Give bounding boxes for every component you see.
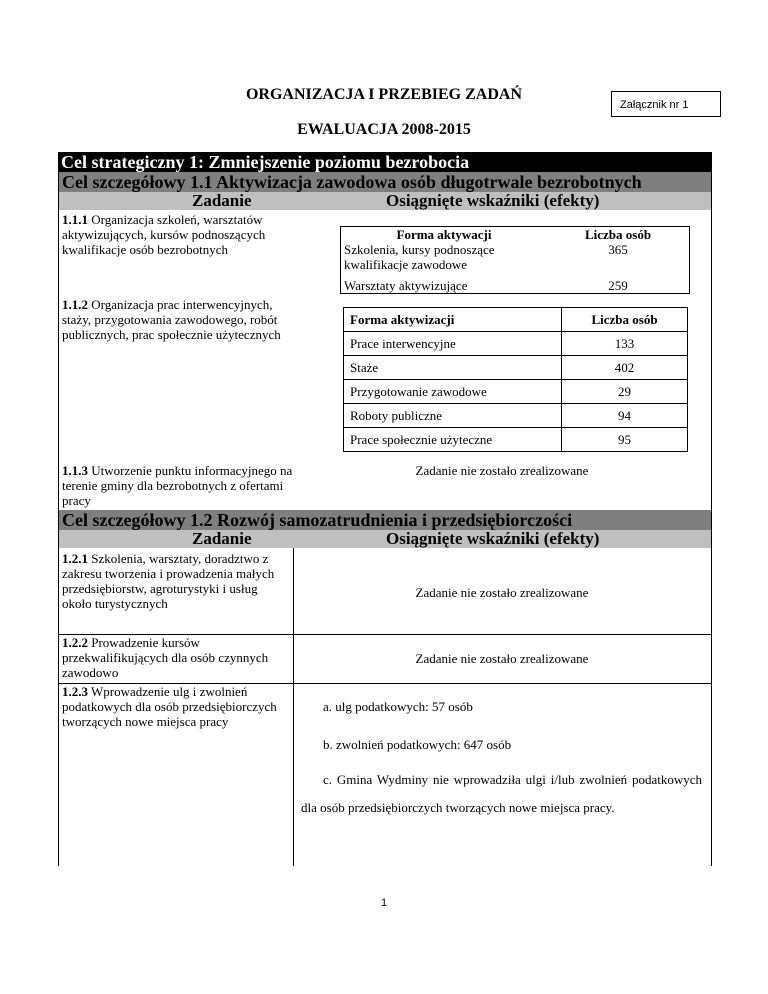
task-1-1-3 bbox=[62, 463, 294, 508]
table-cell: 94 bbox=[562, 404, 688, 428]
table-row bbox=[344, 404, 688, 428]
attachment-label: Załącznik nr 1 bbox=[611, 91, 721, 117]
task-text: Utworzenie punktu informacyjnego na terenie gminy dla bezrobotnych z ofertami pracy bbox=[62, 463, 293, 508]
table2-right-border bbox=[711, 548, 712, 866]
section1-header-row bbox=[58, 192, 712, 210]
table-cell: Przygotowanie zawodowe bbox=[344, 380, 562, 404]
table-cell: Staże bbox=[344, 356, 562, 380]
table-cell: 29 bbox=[562, 380, 688, 404]
task-1-2-3 bbox=[62, 684, 290, 729]
table-row bbox=[341, 272, 690, 294]
strategic-goal-band: Cel strategiczny 1: Zmniejszenie poziomu bezrobocia bbox=[58, 152, 712, 172]
task-1-2-1 bbox=[62, 551, 290, 611]
no-relief-note: c. Gmina Wydminy nie wprowadziła ulgi i/lub zwolnień podatkowych dla osób przedsiębiorczych tworzących nowe miejsca pracy. bbox=[301, 772, 702, 815]
column-header-task: Zadanie bbox=[192, 191, 252, 210]
table-cell: 365 bbox=[608, 242, 628, 257]
task-text: Wprowadzenie ulg i zwolnień podatkowych dla osób przedsiębiorczych tworzących nowe miejsca pracy bbox=[62, 684, 277, 729]
table-row bbox=[344, 332, 688, 356]
column-header-effects-2: Osiągnięte wskaźniki (efekty) bbox=[386, 529, 600, 548]
task-number: 1.2.1 bbox=[62, 551, 88, 566]
task-number: 1.1.1 bbox=[62, 212, 88, 227]
task-number: 1.2.2 bbox=[62, 635, 88, 650]
table-header-count: Liczba osób bbox=[562, 308, 688, 332]
table-cell: 95 bbox=[562, 428, 688, 452]
section2-header-row bbox=[58, 530, 712, 548]
table2-left-border bbox=[58, 548, 59, 866]
page-subtitle: EWALUACJA 2008-2015 bbox=[297, 121, 471, 138]
table-cell: Prace społecznie użyteczne bbox=[344, 428, 562, 452]
section2-title-band: Cel szczegółowy 1.2 Rozwój samozatrudnienia i przedsiębiorczości bbox=[58, 510, 712, 530]
task-result: Zadanie nie zostało zrealizowane bbox=[415, 585, 589, 600]
task-text: Organizacja prac interwencyjnych, staży, przygotowania zawodowego, robót publicznych, prac społecznie użytecznych bbox=[62, 297, 281, 342]
table-cell: Roboty publiczne bbox=[344, 404, 562, 428]
page-title: ORGANIZACJA I PRZEBIEG ZADAŃ bbox=[245, 86, 523, 103]
task-result: Zadanie nie zostało zrealizowane bbox=[415, 463, 589, 478]
table1-right-border bbox=[711, 210, 712, 510]
table-row bbox=[341, 242, 690, 272]
tax-exemption-item: b. zwolnień podatkowych: 647 osób bbox=[323, 737, 512, 752]
task-text: Organizacja szkoleń, warsztatów aktywizujących, kursów podnoszących kwalifikacje osób bezrobotnych bbox=[62, 212, 266, 257]
table-row bbox=[344, 380, 688, 404]
task-1-1-1 bbox=[62, 212, 287, 257]
task-text: Prowadzenie kursów przekwalifikujących dla osób czynnych zawodowo bbox=[62, 635, 269, 680]
activation-table bbox=[340, 226, 690, 294]
task-result: Zadanie nie zostało zrealizowane bbox=[415, 651, 589, 666]
task-number: 1.1.3 bbox=[62, 463, 88, 478]
page-number: 1 bbox=[380, 897, 388, 909]
table-cell: 402 bbox=[562, 356, 688, 380]
table-row bbox=[344, 356, 688, 380]
table-cell: 133 bbox=[562, 332, 688, 356]
column-header-effects: Osiągnięte wskaźniki (efekty) bbox=[386, 191, 600, 210]
section1-title-band: Cel szczegółowy 1.1 Aktywizacja zawodowa osób długotrwale bezrobotnych bbox=[58, 172, 712, 192]
table-cell: Prace interwencyjne bbox=[344, 332, 562, 356]
table-row bbox=[344, 428, 688, 452]
table-header-form: Forma aktywacji bbox=[396, 227, 492, 242]
table-cell: 259 bbox=[608, 278, 628, 293]
task-1-1-2 bbox=[62, 297, 287, 342]
task-1-2-2 bbox=[62, 635, 290, 680]
table-cell: Szkolenia, kursy podnoszące kwalifikacje zawodowe bbox=[344, 242, 495, 272]
tax-relief-item: a. ulg podatkowych: 57 osób bbox=[323, 699, 473, 714]
table-cell: Warsztaty aktywizujące bbox=[344, 278, 468, 293]
table-header-form: Forma aktywizacji bbox=[344, 308, 562, 332]
table1-left-border bbox=[58, 210, 59, 510]
task-number: 1.2.3 bbox=[62, 684, 88, 699]
task-number: 1.1.2 bbox=[62, 297, 88, 312]
table-header-count: Liczba osób bbox=[584, 227, 652, 242]
activization-table bbox=[343, 307, 688, 452]
column-header-task-2: Zadanie bbox=[192, 529, 252, 548]
task-text: Szkolenia, warsztaty, doradztwo z zakresu tworzenia i prowadzenia małych przedsiębiorstw, agroturystyki i usług około turystycznych bbox=[62, 551, 275, 611]
